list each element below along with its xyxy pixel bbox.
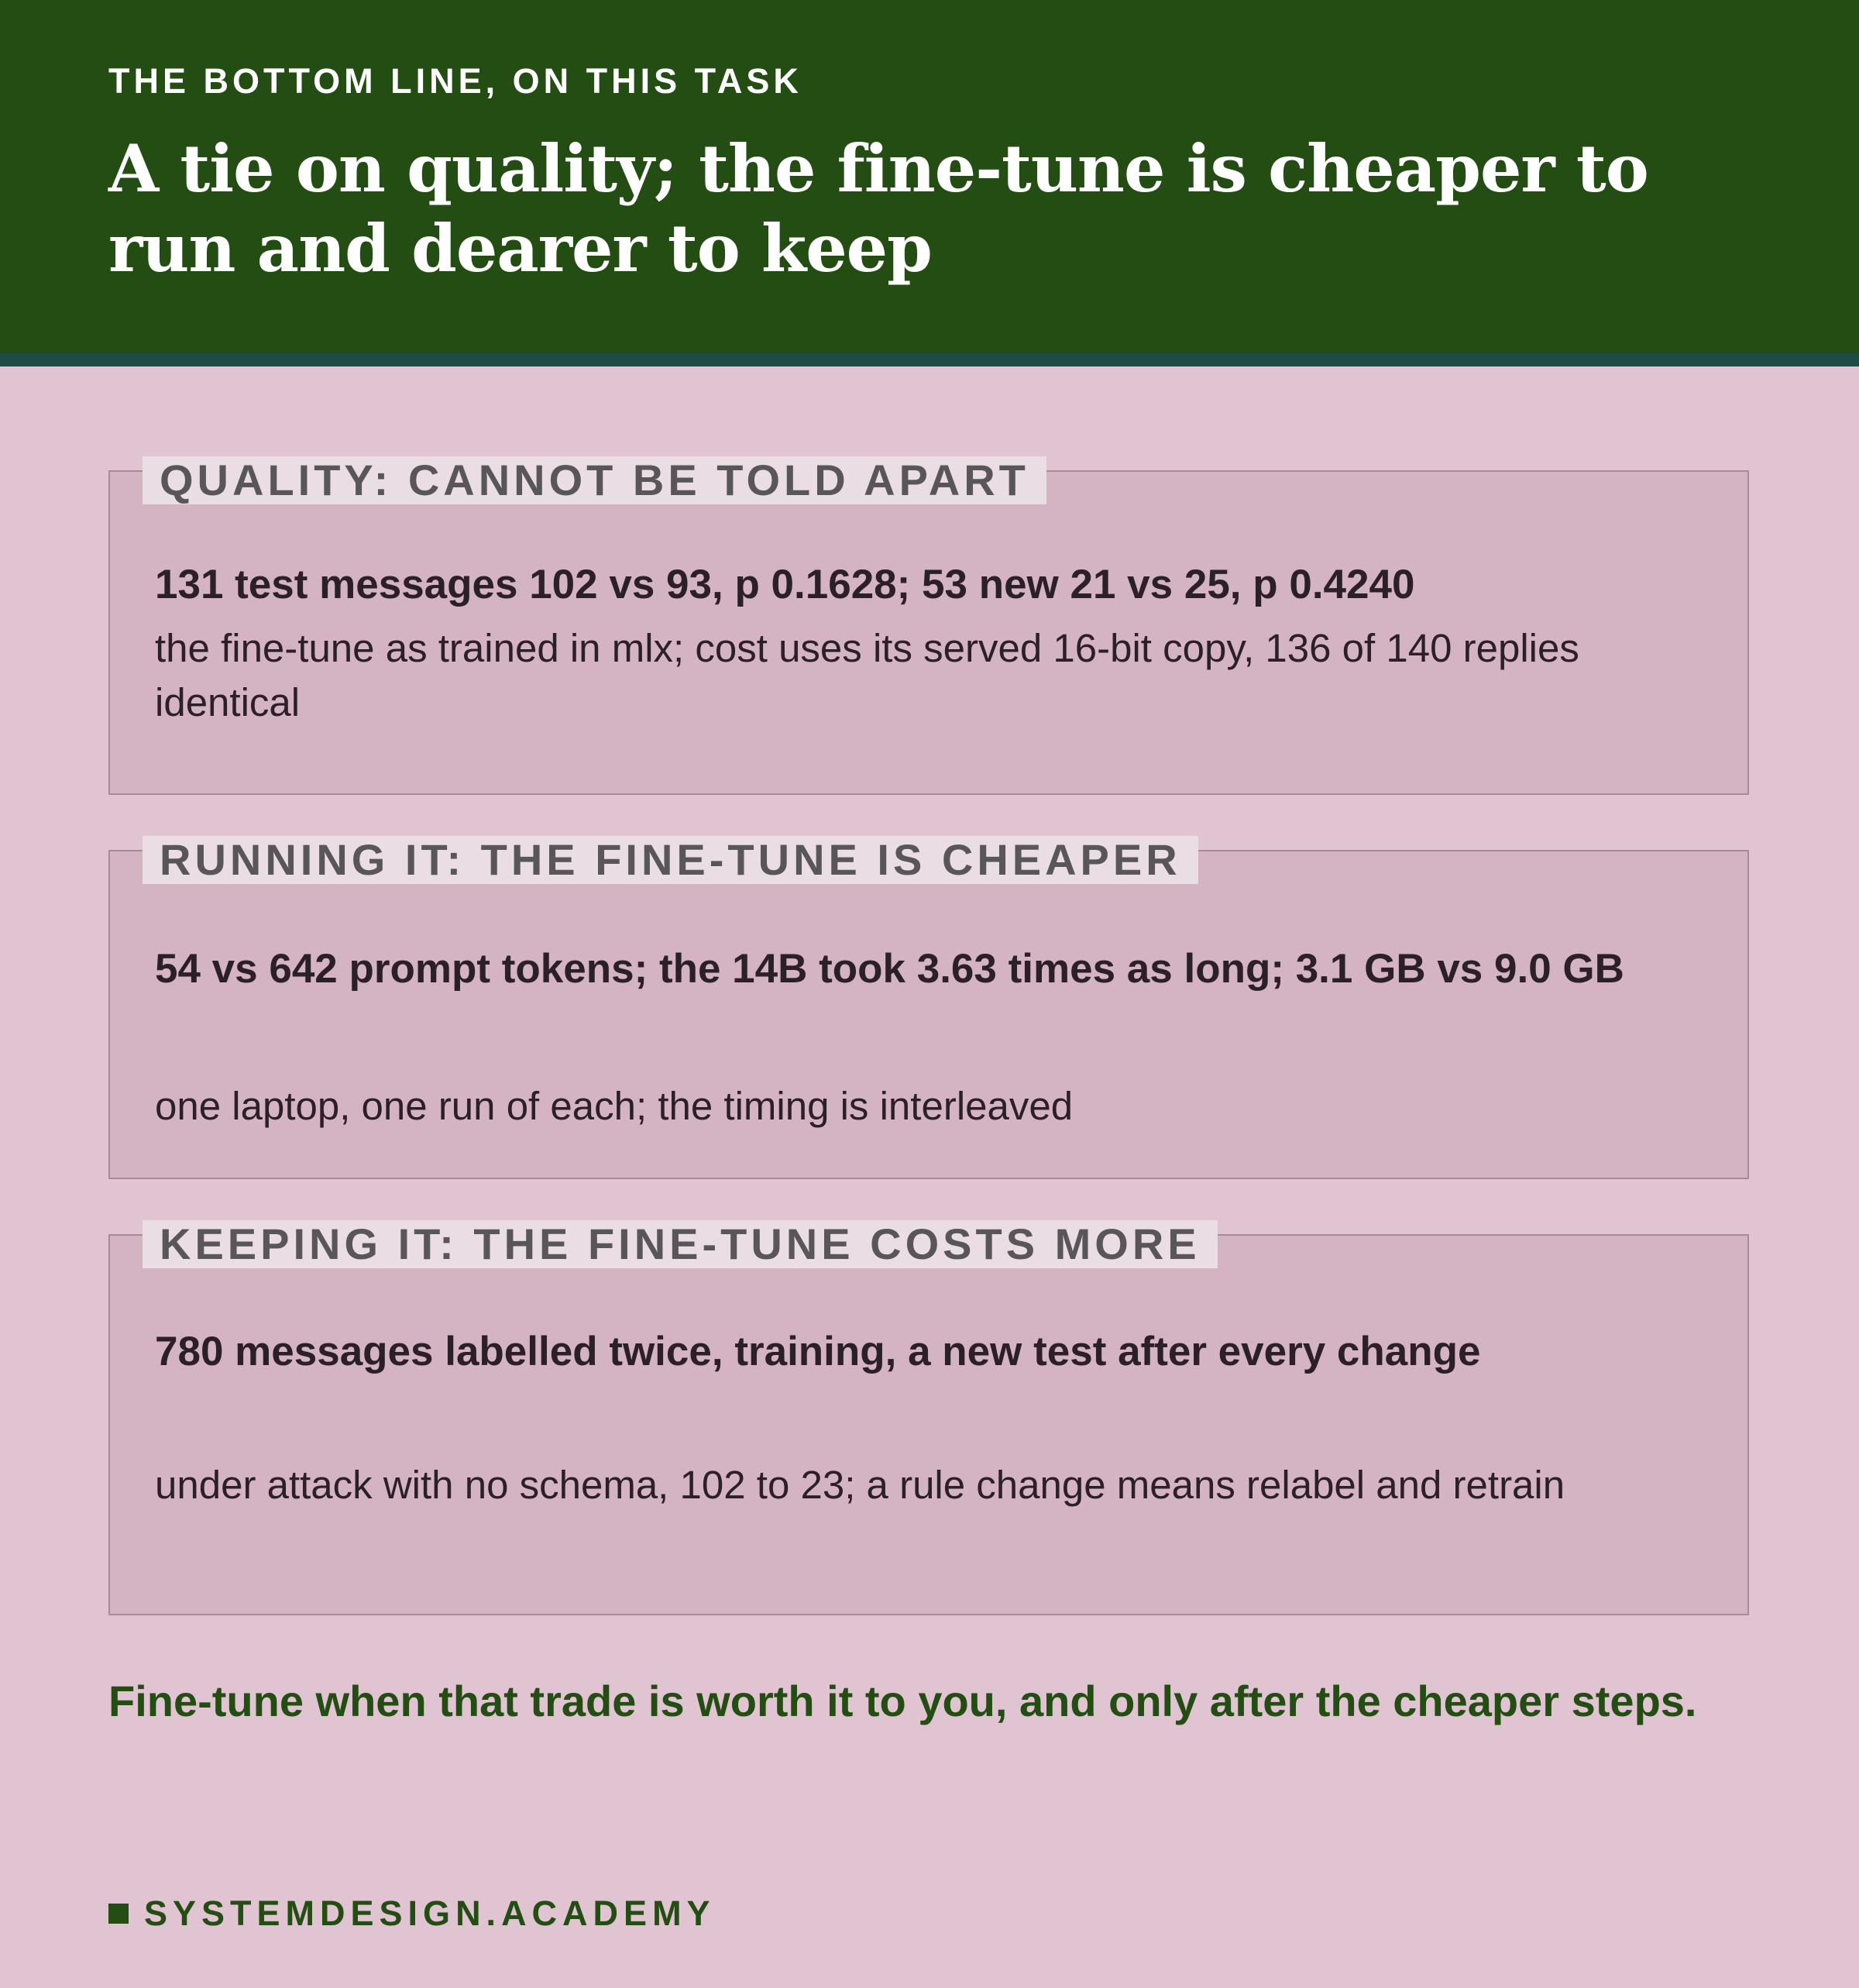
card-quality-note: the fine-tune as trained in mlx; cost uses its served 16-bit copy, 136 of 140 replies identical <box>155 626 1579 724</box>
card-keeping-headline: 780 messages labelled twice, training, a new test after every change <box>155 1329 1481 1374</box>
card-keeping-label: KEEPING IT: THE FINE-TUNE COSTS MORE <box>143 1220 1218 1268</box>
card-running-note: one laptop, one run of each; the timing is interleaved <box>155 1084 1074 1128</box>
card-quality-label: QUALITY: CANNOT BE TOLD APART <box>143 456 1046 504</box>
header-divider <box>0 353 1859 366</box>
brand-name: SYSTEMDESIGN.ACADEMY <box>144 1893 716 1933</box>
conclusion: Fine-tune when that trade is worth it to you, and only after the cheaper steps. <box>108 1677 1697 1725</box>
page-title: A tie on quality; the fine-tune is cheaper to run and dearer to keep <box>108 130 1648 287</box>
card-running-label: RUNNING IT: THE FINE-TUNE IS CHEAPER <box>143 836 1198 884</box>
card-quality-headline: 131 test messages 102 vs 93, p 0.1628; 53 new 21 vs 25, p 0.4240 <box>155 562 1415 607</box>
card-keeping <box>108 1219 1749 1615</box>
brand-footer <box>108 1892 716 1935</box>
card-running-headline: 54 vs 642 prompt tokens; the 14B took 3.63 times as long; 3.1 GB vs 9.0 GB <box>155 946 1624 992</box>
card-running <box>108 835 1749 1179</box>
card-keeping-note: under attack with no schema, 102 to 23; a rule change means relabel and retrain <box>155 1463 1565 1507</box>
kicker: THE BOTTOM LINE, ON THIS TASK <box>108 61 802 101</box>
card-quality <box>108 456 1749 795</box>
square-icon <box>108 1904 129 1924</box>
